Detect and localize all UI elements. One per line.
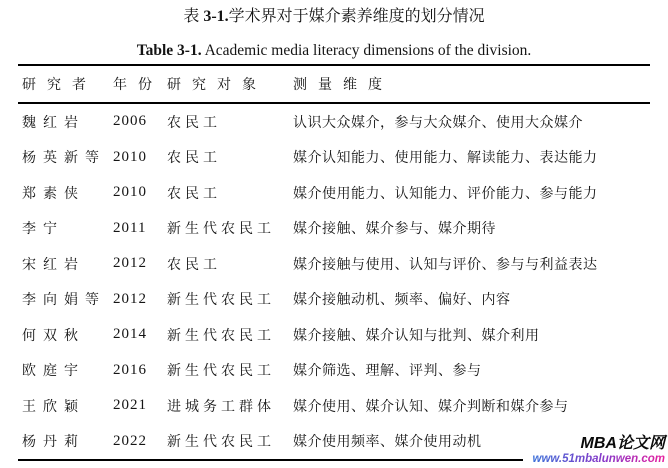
- header-researcher: 研究者: [22, 78, 97, 93]
- cell-subject: 新生代农民工: [167, 328, 275, 344]
- cell-researcher: 李向娟等: [22, 293, 106, 309]
- caption-en-text: Academic media literacy dimensions of the division.: [201, 42, 532, 59]
- caption-cn-prefix: 表: [183, 8, 204, 25]
- cell-year: 2012: [113, 290, 147, 307]
- cell-dimensions: 媒介使用频率、媒介使用动机: [293, 435, 482, 451]
- cell-year: 2011: [113, 219, 147, 236]
- cell-year: 2021: [113, 397, 147, 414]
- cell-dimensions: 媒介认知能力、使用能力、解读能力、表达能力: [293, 151, 598, 167]
- cell-year: 2010: [113, 184, 147, 201]
- table-row: [18, 140, 650, 176]
- site-watermark: [523, 435, 668, 467]
- cell-dimensions: 媒介接触与使用、认知与评价、参与与利益表达: [293, 257, 598, 273]
- header-year: 年份: [113, 78, 163, 93]
- cell-dimensions: 媒介接触、媒介参与、媒介期待: [293, 222, 496, 238]
- cell-dimensions: 媒介使用能力、认知能力、评价能力、参与能力: [293, 186, 598, 202]
- header-subject: 研究对象: [167, 78, 267, 93]
- watermark-site-url: www.51mbalunwen.com: [532, 452, 665, 465]
- cell-researcher: 杨丹莉: [22, 435, 85, 451]
- cell-dimensions: 媒介筛选、理解、评判、参与: [293, 364, 482, 380]
- caption-en-number: Table 3-1.: [136, 42, 202, 59]
- cell-researcher: 李宁: [22, 222, 64, 238]
- cell-dimensions: 媒介使用、媒介认知、媒介判断和媒介参与: [293, 399, 569, 415]
- cell-subject: 新生代农民工: [167, 364, 275, 380]
- cell-subject: 新生代农民工: [167, 435, 275, 451]
- table-row: [18, 282, 650, 318]
- table-row: [18, 353, 650, 389]
- table-row: [18, 104, 650, 140]
- table-row: [18, 246, 650, 282]
- header-dimensions: 测量维度: [293, 78, 393, 93]
- cell-subject: 农民工: [167, 186, 221, 202]
- cell-year: 2012: [113, 255, 147, 272]
- table-row: [18, 175, 650, 211]
- table-row: [18, 317, 650, 353]
- cell-year: 2014: [113, 326, 147, 343]
- cell-dimensions: 媒介接触、媒介认知与批判、媒介利用: [293, 328, 540, 344]
- cell-dimensions: 媒介接触动机、频率、偏好、内容: [293, 293, 511, 309]
- caption-cn-text: 学术界对于媒介素养维度的划分情况: [228, 8, 485, 25]
- cell-year: 2016: [113, 361, 147, 378]
- cell-researcher: 何双秋: [22, 328, 85, 344]
- data-table: [18, 64, 650, 461]
- watermark-site-name: MBA论文网: [580, 435, 665, 453]
- cell-researcher: 郑素侠: [22, 186, 85, 202]
- cell-subject: 新生代农民工: [167, 293, 275, 309]
- cell-researcher: 王欣颖: [22, 399, 85, 415]
- cell-year: 2006: [113, 113, 147, 130]
- cell-subject: 新生代农民工: [167, 222, 275, 238]
- table-row: [18, 388, 650, 424]
- cell-researcher: 宋红岩: [22, 257, 85, 273]
- table-header-row: [18, 66, 650, 104]
- table-row: [18, 211, 650, 247]
- cell-dimensions: 认识大众媒介，参与大众媒介、使用大众媒介: [293, 115, 583, 131]
- cell-subject: 农民工: [167, 115, 221, 131]
- cell-researcher: 魏红岩: [22, 115, 85, 131]
- cell-subject: 农民工: [167, 257, 221, 273]
- table-caption-en: [0, 41, 668, 60]
- cell-year: 2010: [113, 148, 147, 165]
- caption-cn-number: 3-1.: [203, 8, 229, 25]
- cell-subject: 农民工: [167, 151, 221, 167]
- cell-researcher: 欧庭宇: [22, 364, 85, 380]
- table-caption-cn: [0, 7, 668, 27]
- cell-subject: 进城务工群体: [167, 399, 275, 415]
- cell-researcher: 杨英新等: [22, 151, 106, 167]
- cell-year: 2022: [113, 432, 147, 449]
